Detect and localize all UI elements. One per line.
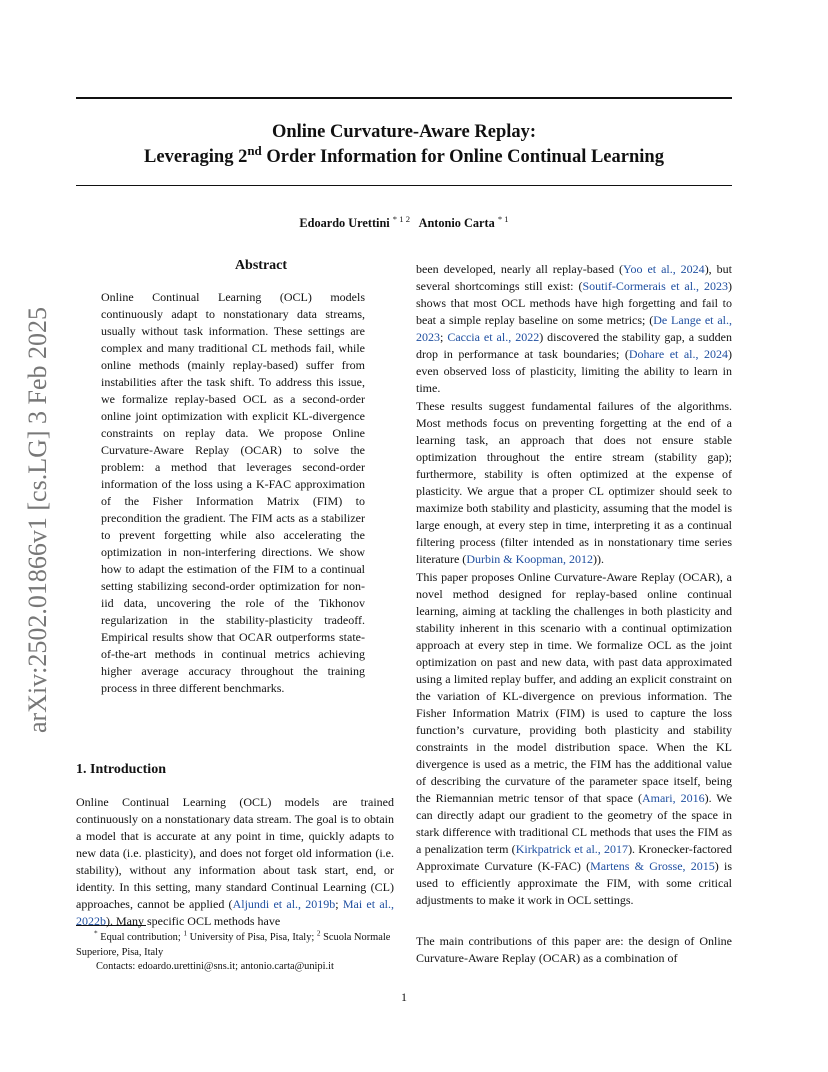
paragraph-text: ) even observed loss of plasticity, limiting the ability to learn in time. <box>416 347 732 395</box>
footnote-rule <box>76 925 146 926</box>
title-bottom-rule <box>76 185 732 186</box>
author-name: Antonio Carta <box>418 216 495 230</box>
right-paragraph-2 <box>416 398 732 568</box>
paragraph-text: The main contributions of this paper are: the design of Online Curvature-Aware Replay (OCAR) as a combination of <box>416 934 732 965</box>
citation-link[interactable]: Amari, 2016 <box>641 791 705 805</box>
paragraph-text: ) discovered the stability gap, a sudden drop in performance at task boundaries; ( <box>416 330 732 361</box>
top-rule <box>76 97 732 99</box>
paragraph-text: )). <box>592 552 604 566</box>
paragraph-text: ). We can directly adapt our gradient to the geometry of the space in stark difference with traditional CL methods that uses the FIM as a penalization term ( <box>416 791 733 856</box>
citation-link[interactable]: De Lange et al., 2023 <box>416 313 732 344</box>
page-number: 1 <box>401 990 407 1004</box>
citation-link[interactable]: Kirkpatrick et al., 2017 <box>515 842 629 856</box>
paragraph-text: ). Kronecker-factored Approximate Curvature (K-FAC) ( <box>416 842 732 873</box>
right-paragraph-1 <box>416 261 732 397</box>
authors <box>76 215 732 231</box>
citation-link[interactable]: Aljundi et al., 2019b <box>232 897 336 911</box>
author-affiliation: * 1 <box>497 213 509 224</box>
paragraph-text: This paper proposes Online Curvature-Aware Replay (OCAR), a novel method designed for replay-based online continual learning, aiming at tackling the challenges in both plasticity and stability inherent in this scenario with a continual optimization approach at every step in time. We formalize OCL as the joint optimization on past and new data, with past data approximated using a limited replay buffer, and adding an explicit constraint on the variation of KL-divergence on previous information. The Fisher Information Matrix (FIM) is used to capture the loss function’s curvature, providing both plasticity and stability constraints in the model distribution space. When the KL divergence is used as a metric, the FIM has the additional value of describing the curvature of the parameter space itself, being the Riemannian metric tensor of that space ( <box>416 570 732 805</box>
abstract-heading: Abstract <box>234 258 288 273</box>
abstract-text: Online Continual Learning (OCL) models continuously adapt to nonstationary data streams, usually without task information. These settings are complex and many traditional CL methods fail, while online methods (mainly replay-based) suffer from instabilities after the task shift. To address this issue, we formalize replay-based OCL as a second-order online joint optimization with explicit KL-divergence constraints on replay data. We propose Online Curvature-Aware Replay (OCAR) to solve the problem: a method that leverages second-order information of the loss using a K-FAC approximation of the Fisher Information Matrix (FIM) to precondition the gradient. The FIM acts as a stabilizer to prevent forgetting while also accelerating the optimization in non-interfering directions. We show how to adapt the estimation of the FIM to a continual setting stabilizing second-order optimization for non-iid data, uncovering the role of the Tikhonov regularization in the stability-plasticity tradeoff. Empirical results show that OCAR outperforms state-of-the-art methods in continual metrics achieving higher average accuracy throughout the training process in three different benchmarks. <box>101 290 365 695</box>
paper-title-line1: Online Curvature-Aware Replay: <box>271 122 537 142</box>
right-paragraph-3 <box>416 569 732 909</box>
footnote-contacts: Contacts: edoardo.urettini@sns.it; antonio.carta@unipi.it <box>96 961 334 972</box>
citation-link[interactable]: Yoo et al., 2024 <box>623 262 705 276</box>
author-affiliation: * 1 2 <box>392 213 411 224</box>
section-heading-introduction: 1. Introduction <box>76 762 166 777</box>
citation-link[interactable]: Soutif-Cormerais et al., 2023 <box>582 279 728 293</box>
citation-link[interactable]: Martens & Grosse, 2015 <box>590 859 715 873</box>
intro-paragraph: Online Continual Learning (OCL) models are trained continuously on a nonstationary data stream. The goal is to obtain a model that is accurate at any point in time, quickly adapts to new data (i.e. plasticity), and does not forget old information (i.e. stability), without any information about task start, end, or identity. In this setting, many standard Continual Learning (CL) approaches, cannot be applied (Aljundi et al., 2019b; Mai et al., 2022b). Many specific OCL methods have <box>76 795 394 928</box>
citation-link[interactable]: Durbin & Koopman, 2012 <box>466 552 593 566</box>
paragraph-text: ; <box>440 330 448 344</box>
paragraph-text: These results suggest fundamental failures of the algorithms. Most methods focus on preventing forgetting at the end of a learning task, an approach that does not ensure stable optimization throughout the entire stream (stability gap); furthermore, stability is often optimized at the expense of plasticity. We argue that a proper CL optimizer should seek to maximize both stability and plasticity, assuming that the model is large enough, at every step in time, interpreting it as a continual filtering process (filter intended as in nonstationary time series literature ( <box>416 399 732 566</box>
footnote-affiliations: * Equal contribution; $^1$ University of Pisa, Pisa, Italy; $^2$ Scuola Normale Superiore, Pisa, Italy <box>76 929 391 958</box>
citation-link[interactable]: Dohare et al., 2024 <box>628 347 728 361</box>
paper-title-line2: Leveraging 2nd Order Information for Online Continual Learning <box>144 142 664 167</box>
paragraph-text: been developed, nearly all replay-based ( <box>416 262 624 276</box>
paragraph-text: ), but several shortcomings still exist: ( <box>416 262 732 293</box>
citation-link[interactable]: Mai et al., 2022b <box>76 897 394 928</box>
paragraph-text: ) shows that most OCL methods have high forgetting and fail to beat a simple replay baseline on some metrics; ( <box>416 279 732 327</box>
author-name: Edoardo Urettini <box>299 216 390 230</box>
arxiv-identifier[interactable]: arXiv:2502.01866v1 [cs.LG] 3 Feb 2025 <box>23 306 52 734</box>
right-paragraph-4 <box>416 933 732 967</box>
paragraph-text: ) is used to efficiently approximate the FIM, with some critical adjustments to make it work in OCL settings. <box>416 859 733 907</box>
citation-link[interactable]: Caccia et al., 2022 <box>447 330 540 344</box>
